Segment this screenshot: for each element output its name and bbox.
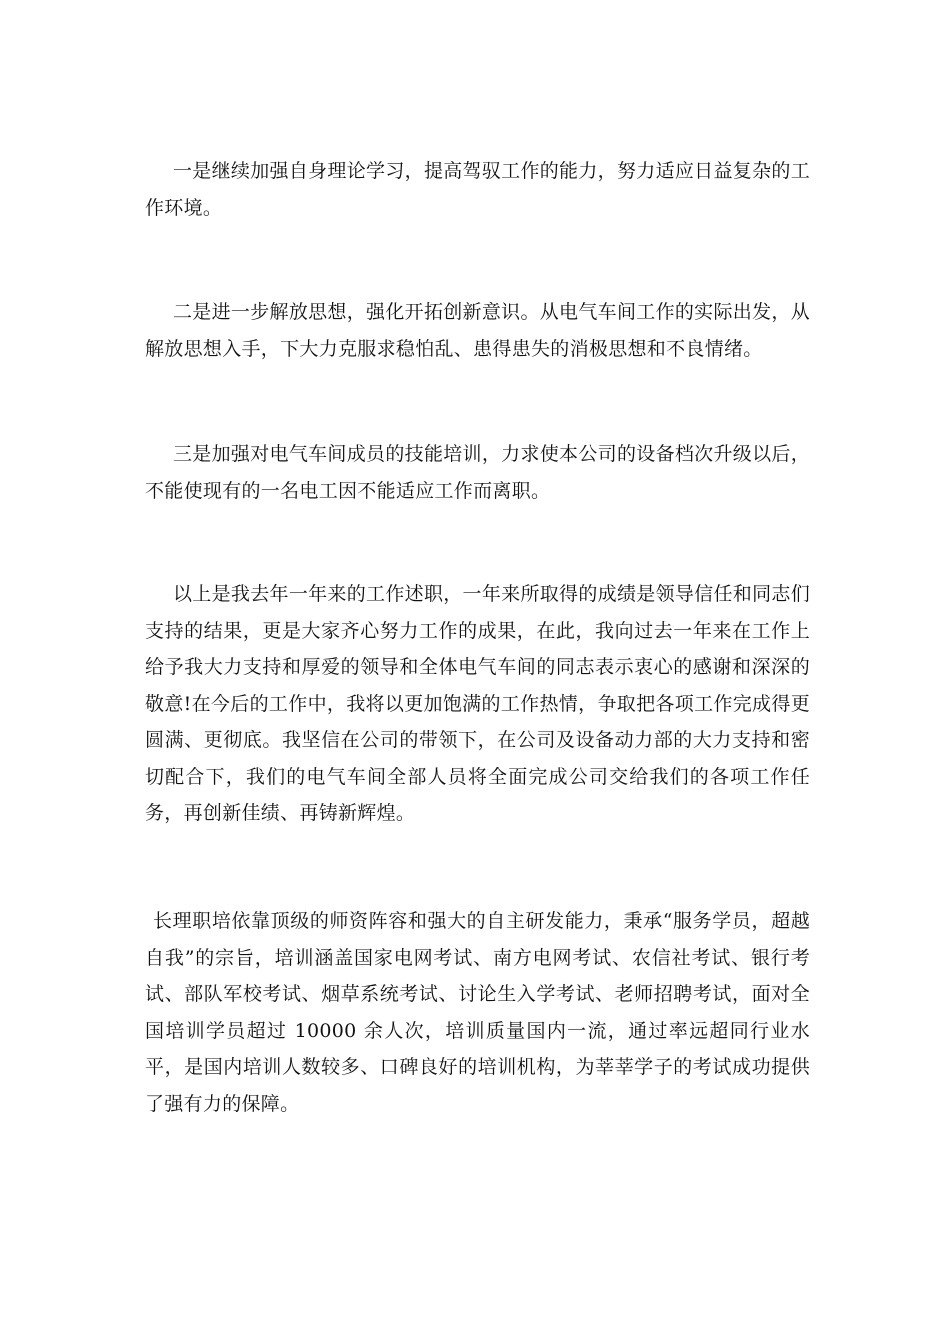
paragraph-3: 三是加强对电气车间成员的技能培训，力求使本公司的设备档次升级以后，不能使现有的一名电工因不能适应工作而离职。 (145, 443, 810, 502)
paragraph-1: 一是继续加强自身理论学习，提高驾驭工作的能力，努力适应日益复杂的工作环境。 (145, 160, 810, 219)
paragraph-5: 长理职培依靠顶级的师资阵容和强大的自主研发能力，秉承“服务学员，超越自我”的宗旨，培训涵盖国家电网考试、南方电网考试、农信社考试、银行考试、部队军校考试、烟草系统考试、讨论生入学考试、老师招聘考试，面对全国培训学员超过 10000 余人次，培训质量国内一流，通过率远超同行业水平，是国内培训人数较多、口碑良好的培训机构，为莘莘学子的考试成功提供了强有力的保障。 (145, 910, 810, 1115)
paragraph-4: 以上是我去年一年来的工作述职，一年来所取得的成绩是领导信任和同志们支持的结果，更是大家齐心努力工作的成果，在此，我向过去一年来在工作上给予我大力支持和厚爱的领导和全体电气车间的同志表示衷心的感谢和深深的敬意!在今后的工作中，我将以更加饱满的工作热情，争取把各项工作完成得更圆满、更彻底。我坚信在公司的带领下，在公司及设备动力部的大力支持和密切配合下，我们的电气车间全部人员将全面完成公司交给我们的各项工作任务，再创新佳绩、再铸新辉煌。 (145, 583, 810, 824)
paragraph-2: 二是进一步解放思想，强化开拓创新意识。从电气车间工作的实际出发，从解放思想入手，下大力克服求稳怕乱、患得患失的消极思想和不良情绪。 (145, 301, 810, 360)
